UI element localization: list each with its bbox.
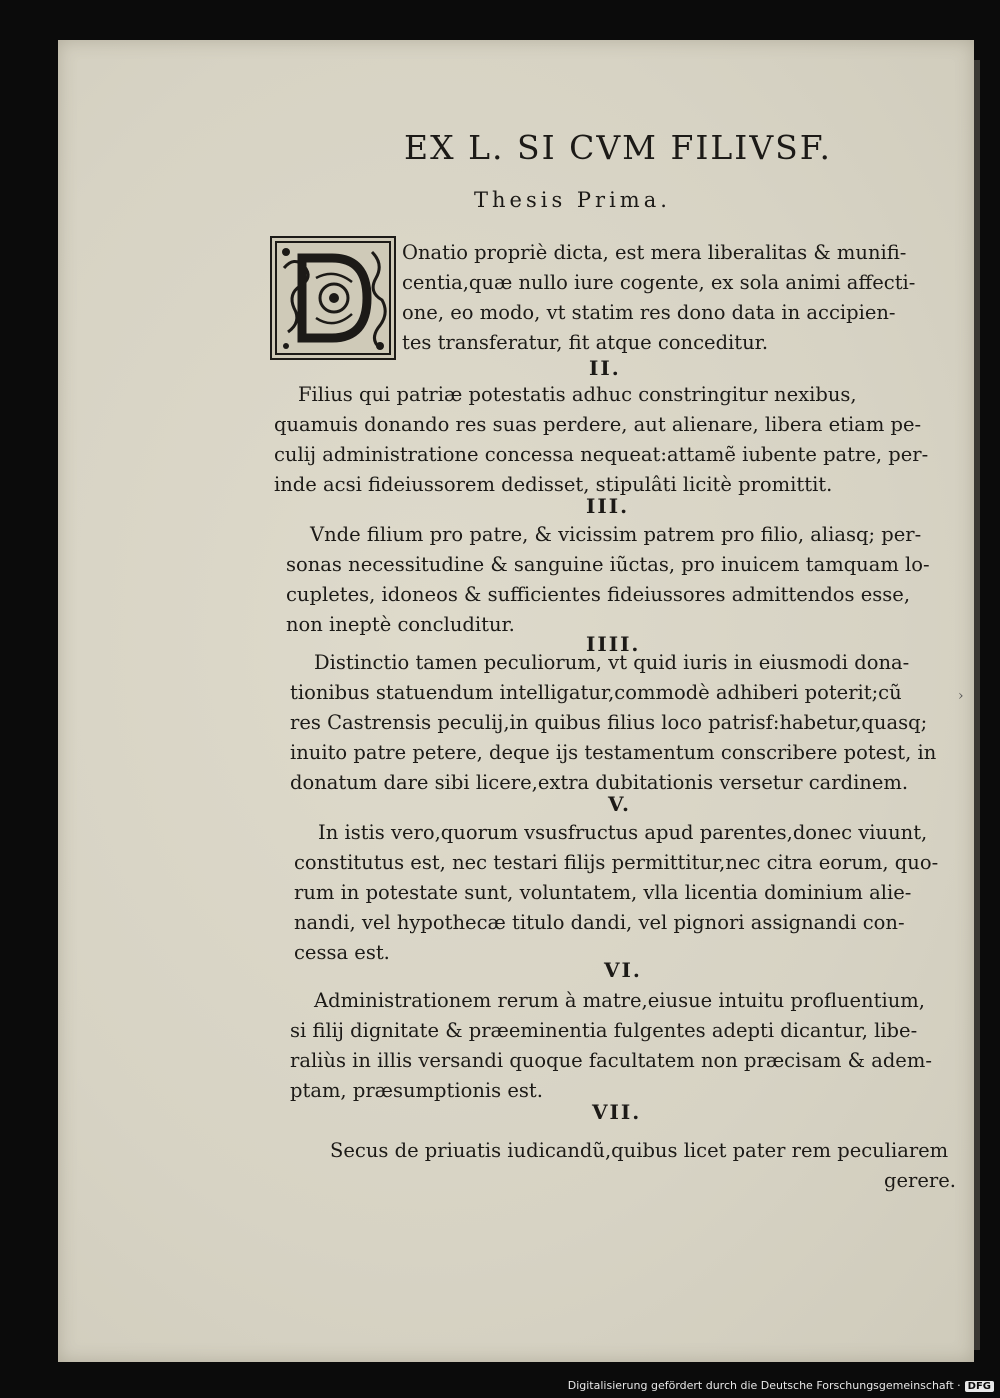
thesis-5-line: In istis vero,quorum vsusfructus apud parentes,donec viuunt, bbox=[318, 821, 928, 844]
running-head: EX L. SI CVM FILIVSF. bbox=[404, 128, 833, 167]
thesis-2 bbox=[274, 380, 928, 500]
thesis-2-numeral: II. bbox=[589, 356, 621, 380]
thesis-3-line: sonas necessitudine & sanguine iũctas, pro inuicem tamquam lo- bbox=[286, 553, 930, 576]
thesis-3-line: cupletes, idoneos & sufficientes fideiussores admittendos esse, bbox=[286, 583, 911, 606]
thesis-6-line: Administrationem rerum à matre,eiusue intuitu profluentium, bbox=[314, 989, 925, 1012]
thesis-2-line: inde acsi fideiussorem dedisset, stipulâti licitè promittit. bbox=[274, 473, 833, 496]
thesis-5-line: nandi, vel hypothecæ titulo dandi, vel pignori assignandi con- bbox=[294, 911, 905, 934]
thesis-1-line: tes transferatur, fit atque conceditur. bbox=[402, 331, 769, 354]
thesis-3-numeral: III. bbox=[586, 494, 630, 518]
thesis-4-line: res Castrensis peculij,in quibus filius loco patrisf:habetur,quasq; bbox=[290, 711, 928, 734]
thesis-6-numeral: VI. bbox=[604, 958, 642, 982]
thesis-5-numeral: V. bbox=[608, 792, 631, 816]
thesis-4-line: inuito patre petere, deque ijs testamentum conscribere potest, in bbox=[290, 741, 937, 764]
thesis-4-line: donatum dare sibi licere,extra dubitationis versetur cardinem. bbox=[290, 771, 909, 794]
thesis-7-line: Secus de priuatis iudicandũ,quibus licet pater rem peculiarem bbox=[330, 1139, 949, 1162]
thesis-6 bbox=[290, 986, 932, 1106]
thesis-1-line: centia,quæ nullo iure cogente, ex sola animi affecti- bbox=[402, 271, 916, 294]
footer-credit bbox=[568, 1379, 994, 1392]
thesis-5-line: rum in potestate sunt, voluntatem, vlla licentia dominium alie- bbox=[294, 881, 912, 904]
thesis-3 bbox=[286, 520, 930, 640]
ornament-icon bbox=[272, 238, 394, 358]
thesis-4-line: Distinctio tamen peculiorum, vt quid iuris in eiusmodi dona- bbox=[314, 651, 910, 674]
thesis-2-line: culij administratione concessa nequeat:attamẽ iubente patre, per- bbox=[274, 443, 929, 466]
footer-text: Digitalisierung gefördert durch die Deutsche Forschungsgemeinschaft · bbox=[567, 1379, 961, 1392]
thesis-6-line: raliùs in illis versandi quoque facultatem non præcisam & adem- bbox=[290, 1049, 932, 1072]
thesis-7-line: gerere. bbox=[884, 1169, 956, 1192]
thesis-4-numeral: IIII. bbox=[586, 632, 641, 656]
thesis-title: Thesis Prima. bbox=[474, 188, 671, 212]
dfg-logo-icon: DFG bbox=[965, 1381, 994, 1392]
thesis-4-line: tionibus statuendum intelligatur,commodè adhiberi poterit;cũ bbox=[290, 681, 902, 704]
thesis-6-line: ptam, præsumptionis est. bbox=[290, 1079, 543, 1102]
thesis-1-line: one, eo modo, vt statim res dono data in accipien- bbox=[402, 301, 896, 324]
thesis-1 bbox=[402, 238, 915, 358]
thesis-3-line: non ineptè concluditur. bbox=[286, 613, 515, 636]
thesis-5-line: constitutus est, nec testari filijs permittitur,nec citra eorum, quo- bbox=[294, 851, 939, 874]
thesis-6-line: si filij dignitate & præeminentia fulgentes adepti dicantur, libe- bbox=[290, 1019, 918, 1042]
thesis-3-line: Vnde filium pro patre, & vicissim patrem pro filio, aliasq; per- bbox=[310, 523, 922, 546]
thesis-2-line: Filius qui patriæ potestatis adhuc constringitur nexibus, bbox=[298, 383, 857, 406]
thesis-7 bbox=[306, 1136, 956, 1196]
thesis-2-line: quamuis donando res suas perdere, aut alienare, libera etiam pe- bbox=[274, 413, 922, 436]
thesis-5-line: cessa est. bbox=[294, 941, 390, 964]
thesis-5 bbox=[294, 818, 938, 968]
thesis-4 bbox=[290, 648, 936, 798]
page-edge bbox=[974, 60, 980, 1350]
thesis-7-numeral: VII. bbox=[592, 1100, 642, 1124]
thesis-1-line: Onatio propriè dicta, est mera liberalitas & munifi- bbox=[402, 241, 907, 264]
margin-mark: › bbox=[958, 688, 964, 704]
decorated-initial-d bbox=[270, 236, 396, 360]
